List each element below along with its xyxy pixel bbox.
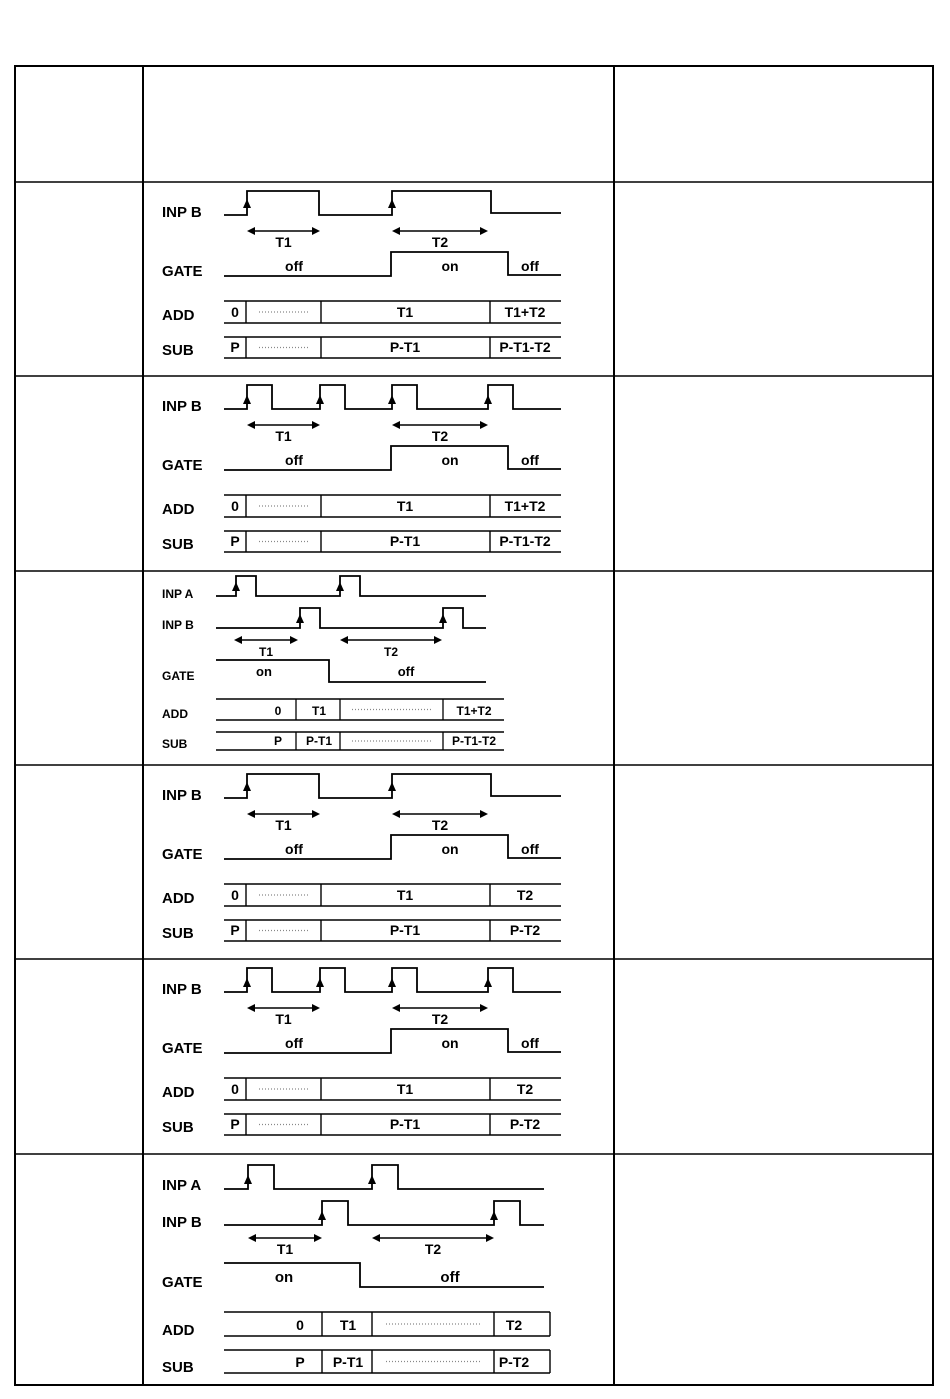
pulse-waveform [224, 385, 561, 409]
signal-label-add: ADD [162, 890, 195, 907]
timing-svg [144, 960, 614, 1152]
pulse-waveform [216, 608, 486, 628]
register-add-cell: 0 [231, 887, 239, 903]
signal-label-inp-b: INP B [162, 981, 202, 998]
interval-t1: T1 [275, 1011, 292, 1027]
gate-state-on: on [441, 1035, 459, 1051]
arrowhead-right [480, 227, 488, 235]
register-sub-cell: P-T2 [509, 1116, 541, 1132]
interval-t1: T1 [275, 428, 292, 444]
gate-state-off: off [521, 452, 539, 468]
signal-label-gate: GATE [162, 1040, 203, 1057]
signal-label-add: ADD [162, 307, 195, 324]
arrowhead-left [392, 810, 400, 818]
gate-state-off: off [285, 452, 303, 468]
pulse-waveform [224, 1201, 544, 1225]
arrowhead-right [434, 636, 442, 644]
register-sub-cell: P [295, 1354, 305, 1370]
register-add-cell: T1 [396, 1081, 414, 1097]
arrowhead-left [372, 1234, 380, 1242]
signal-label-gate: GATE [162, 669, 195, 683]
arrowhead-right [486, 1234, 494, 1242]
signal-label-inp-a: INP A [162, 1177, 202, 1194]
pulse-waveform [216, 576, 486, 596]
register-sub-cell: P-T2 [509, 922, 541, 938]
edge-arrow [388, 199, 396, 208]
arrowhead-right [312, 810, 320, 818]
gate-state-off: off [285, 841, 303, 857]
interval-t1: T1 [276, 1241, 294, 1257]
signal-label-gate: GATE [162, 263, 203, 280]
timing-diagram-6 [144, 1155, 614, 1383]
interval-t2: T2 [431, 817, 449, 833]
register-sub-cell: P-T1 [389, 533, 421, 549]
gate-state-off: off [285, 258, 303, 274]
gate-state-on: on [274, 1269, 294, 1286]
timing-diagram-2 [144, 377, 614, 569]
pulse-waveform [224, 1165, 544, 1189]
register-add-cell: T1 [339, 1317, 357, 1333]
arrowhead-right [480, 421, 488, 429]
register-add-cell: T1+T2 [456, 704, 492, 718]
arrowhead-left [392, 227, 400, 235]
gate-waveform [224, 252, 561, 276]
register-sub-cell: P-T1-T2 [499, 533, 551, 549]
interval-t2: T2 [383, 645, 399, 659]
arrowhead-left [247, 1004, 255, 1012]
signal-label-sub: SUB [162, 536, 194, 553]
timing-diagram-4 [144, 766, 614, 958]
register-add-cell: 0 [231, 304, 239, 320]
edge-arrow [243, 782, 251, 791]
signal-label-inp-b: INP B [162, 787, 202, 804]
timing-svg [144, 572, 614, 764]
register-sub-cell: P-T1-T2 [499, 339, 551, 355]
signal-label-gate: GATE [162, 846, 203, 863]
register-sub-cell: P-T1 [389, 339, 421, 355]
timing-svg [144, 183, 614, 375]
signal-label-sub: SUB [162, 1359, 194, 1376]
gate-state-on: on [256, 664, 272, 679]
interval-t2: T2 [431, 1011, 449, 1027]
gate-state-on: on [441, 258, 459, 274]
signal-label-add: ADD [162, 1084, 195, 1101]
register-add-cell: T2 [516, 1081, 534, 1097]
signal-label-inp-b: INP B [162, 1214, 202, 1231]
edge-arrow [243, 199, 251, 208]
signal-label-add: ADD [162, 1322, 195, 1339]
register-add-cell: T1 [396, 887, 414, 903]
gate-waveform [224, 1263, 544, 1287]
arrowhead-left [247, 810, 255, 818]
signal-label-inp-b: INP B [162, 204, 202, 221]
register-add-cell: 0 [274, 704, 282, 718]
gate-waveform [224, 835, 561, 859]
timing-diagram-1 [144, 183, 614, 375]
gate-waveform [224, 446, 561, 470]
interval-t1: T1 [258, 645, 274, 659]
arrowhead-left [234, 636, 242, 644]
register-add-cell: T1 [396, 498, 414, 514]
gate-state-off: off [521, 1035, 539, 1051]
signal-label-inp-b: INP B [162, 618, 194, 632]
timing-diagram-3 [144, 572, 614, 764]
gate-state-off: off [440, 1269, 460, 1286]
register-add-cell: T1+T2 [504, 304, 546, 320]
arrowhead-right [312, 421, 320, 429]
interval-t2: T2 [431, 428, 449, 444]
gate-waveform [224, 1029, 561, 1053]
register-sub-cell: P-T1 [389, 1116, 421, 1132]
register-add-cell: T2 [505, 1317, 523, 1333]
timing-svg [144, 377, 614, 569]
register-add-cell: T2 [516, 887, 534, 903]
register-sub-cell: P-T1 [305, 734, 333, 748]
gate-state-off: off [285, 1035, 303, 1051]
arrowhead-right [312, 227, 320, 235]
interval-t1: T1 [275, 817, 292, 833]
interval-t2: T2 [424, 1241, 442, 1257]
register-sub-cell: P-T1-T2 [451, 734, 497, 748]
signal-label-sub: SUB [162, 737, 188, 751]
register-add-cell: 0 [231, 1081, 239, 1097]
gate-state-off: off [521, 258, 539, 274]
interval-t2: T2 [431, 234, 449, 250]
gate-state-on: on [441, 452, 459, 468]
register-sub-cell: P [230, 1116, 240, 1132]
signal-label-add: ADD [162, 501, 195, 518]
arrowhead-left [247, 227, 255, 235]
gate-state-off: off [521, 841, 539, 857]
register-add-cell: 0 [296, 1317, 304, 1333]
signal-label-add: ADD [162, 707, 188, 721]
arrowhead-right [312, 1004, 320, 1012]
register-add-cell: T1+T2 [504, 498, 546, 514]
register-sub-cell: P [230, 339, 240, 355]
register-add-cell: T1 [396, 304, 414, 320]
register-add-cell: 0 [231, 498, 239, 514]
register-add-cell: T1 [311, 704, 327, 718]
gate-state-off: off [397, 664, 415, 679]
register-sub-cell: P [230, 533, 240, 549]
arrowhead-left [392, 421, 400, 429]
interval-t1: T1 [275, 234, 292, 250]
signal-label-gate: GATE [162, 1274, 203, 1291]
timing-diagram-5 [144, 960, 614, 1152]
timing-svg [144, 766, 614, 958]
register-sub-cell: P [273, 734, 283, 748]
edge-arrow [388, 782, 396, 791]
register-sub-cell: P-T1 [332, 1354, 364, 1370]
arrowhead-right [314, 1234, 322, 1242]
signal-label-inp-b: INP B [162, 398, 202, 415]
register-sub-cell: P [230, 922, 240, 938]
signal-label-inp-a: INP A [162, 587, 194, 601]
timing-svg [144, 1155, 614, 1383]
register-sub-cell: P-T1 [389, 922, 421, 938]
arrowhead-left [248, 1234, 256, 1242]
pulse-waveform [224, 968, 561, 992]
arrowhead-left [392, 1004, 400, 1012]
signal-label-sub: SUB [162, 342, 194, 359]
arrowhead-right [480, 810, 488, 818]
arrowhead-right [290, 636, 298, 644]
register-sub-cell: P-T2 [498, 1354, 530, 1370]
gate-state-on: on [441, 841, 459, 857]
arrowhead-left [340, 636, 348, 644]
arrowhead-left [247, 421, 255, 429]
arrowhead-right [480, 1004, 488, 1012]
signal-label-sub: SUB [162, 1119, 194, 1136]
signal-label-gate: GATE [162, 457, 203, 474]
signal-label-sub: SUB [162, 925, 194, 942]
